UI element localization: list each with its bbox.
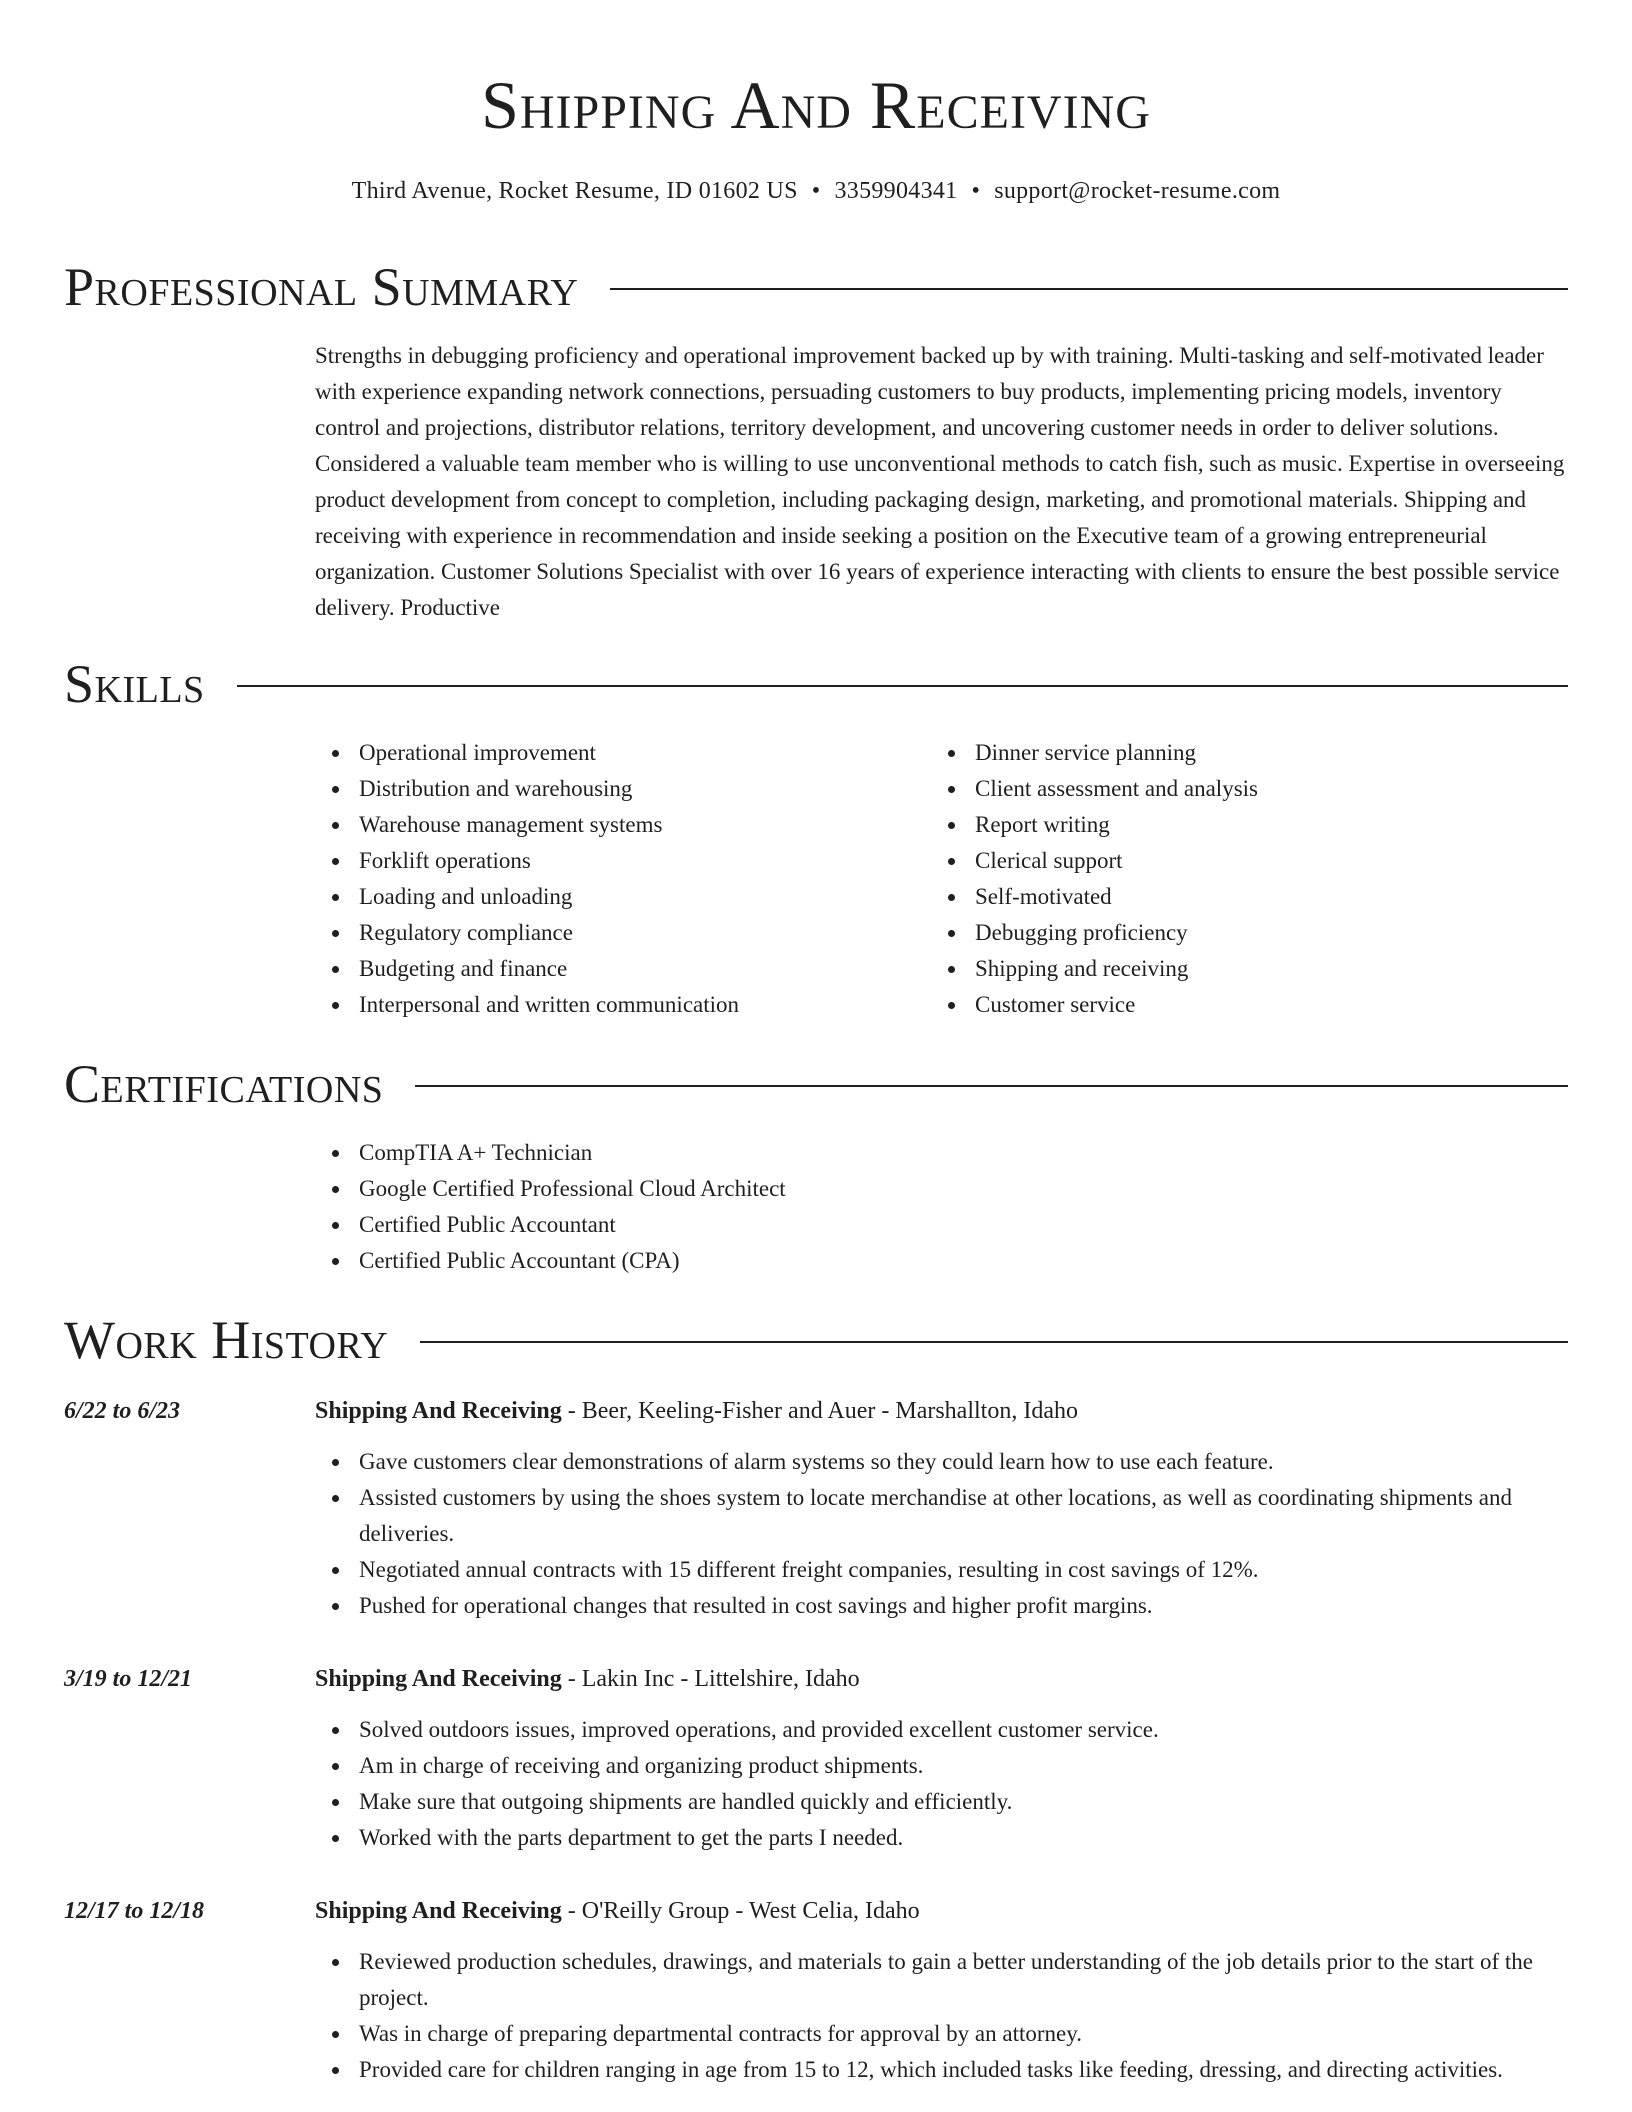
skills-heading: Skills: [64, 654, 205, 714]
job-bullet: Solved outdoors issues, improved operations, and provided excellent customer service.: [315, 1712, 1569, 1748]
job-bullet: Am in charge of receiving and organizing product shipments.: [315, 1748, 1569, 1784]
job-bullets: [315, 1944, 1569, 2088]
summary-heading: Professional Summary: [64, 257, 579, 317]
certification-item: Certified Public Accountant: [315, 1207, 1569, 1243]
skill-item: Dinner service planning: [931, 735, 1491, 771]
job-title: Shipping And Receiving: [315, 1898, 562, 1924]
certification-item: CompTIA A+ Technician: [315, 1135, 1569, 1171]
skill-item: Customer service: [931, 987, 1491, 1023]
contact-separator: •: [971, 178, 981, 204]
section-divider: [420, 1341, 1568, 1343]
contact-email: support@rocket-resume.com: [994, 178, 1281, 204]
skill-item: Warehouse management systems: [315, 807, 875, 843]
skill-item: Regulatory compliance: [315, 915, 875, 951]
job-bullets: [315, 1444, 1569, 1624]
skill-item: Debugging proficiency: [931, 915, 1491, 951]
job-bullets-block: [315, 1444, 1569, 1624]
skills-section-header: [64, 652, 1568, 716]
skill-item: Operational improvement: [315, 735, 875, 771]
skill-item: Forklift operations: [315, 843, 875, 879]
job-details: - Beer, Keeling-Fisher and Auer - Marshallton, Idaho: [561, 1398, 1078, 1424]
job-dates: 6/22 to 6/23: [64, 1398, 181, 1424]
job-heading: [315, 1893, 920, 1929]
job-dates: 12/17 to 12/18: [64, 1898, 205, 1924]
job-title: Shipping And Receiving: [315, 1398, 562, 1424]
contact-address: Third Avenue, Rocket Resume, ID 01602 US: [351, 178, 798, 204]
work-section-header: [64, 1308, 1568, 1372]
certifications-section-header: [64, 1052, 1568, 1116]
job-bullets-block: [315, 1944, 1569, 2088]
contact-line: [0, 174, 1632, 208]
job-details: - O'Reilly Group - West Celia, Idaho: [561, 1898, 920, 1924]
job-title: Shipping And Receiving: [315, 1666, 562, 1692]
skill-item: Budgeting and finance: [315, 951, 875, 987]
job-heading: [315, 1393, 1078, 1429]
work-heading: Work History: [64, 1310, 389, 1370]
skill-item: Clerical support: [931, 843, 1491, 879]
section-divider: [237, 685, 1568, 687]
resume-title: Shipping And Receiving: [481, 67, 1151, 143]
skills-left-column: [315, 735, 875, 1023]
certification-item: Certified Public Accountant (CPA): [315, 1243, 1569, 1279]
skill-item: Self-motivated: [931, 879, 1491, 915]
contact-phone: 3359904341: [834, 178, 958, 204]
certifications-list: [315, 1135, 1569, 1279]
contact-separator: •: [811, 178, 821, 204]
job-heading: [315, 1661, 860, 1697]
job-bullet: Negotiated annual contracts with 15 different freight companies, resulting in cost savings of 12%.: [315, 1552, 1569, 1588]
skills-right-list: [931, 735, 1491, 1023]
skill-item: Shipping and receiving: [931, 951, 1491, 987]
skill-item: Loading and unloading: [315, 879, 875, 915]
skill-item: Client assessment and analysis: [931, 771, 1491, 807]
skill-item: Interpersonal and written communication: [315, 987, 875, 1023]
certification-item: Google Certified Professional Cloud Architect: [315, 1171, 1569, 1207]
job-bullet: Gave customers clear demonstrations of alarm systems so they could learn how to use each feature.: [315, 1444, 1569, 1480]
job-bullet: Worked with the parts department to get the parts I needed.: [315, 1820, 1569, 1856]
job-dates: 3/19 to 12/21: [64, 1666, 193, 1692]
skill-item: Distribution and warehousing: [315, 771, 875, 807]
job-bullets-block: [315, 1712, 1569, 1856]
summary-section-header: [64, 255, 1568, 319]
job-bullet: Make sure that outgoing shipments are handled quickly and efficiently.: [315, 1784, 1569, 1820]
job-bullets: [315, 1712, 1569, 1856]
job-bullet: Provided care for children ranging in age from 15 to 12, which included tasks like feeding, dressing, and directing activities.: [315, 2052, 1569, 2088]
certifications-block: [315, 1135, 1569, 1279]
skills-right-column: [931, 735, 1491, 1023]
job-bullet: Pushed for operational changes that resulted in cost savings and higher profit margins.: [315, 1588, 1569, 1624]
job-bullet: Reviewed production schedules, drawings, and materials to gain a better understanding of the job details prior to the start of the project.: [315, 1944, 1569, 2016]
section-divider: [415, 1085, 1568, 1087]
job-bullet: Was in charge of preparing departmental contracts for approval by an attorney.: [315, 2016, 1569, 2052]
summary-text: Strengths in debugging proficiency and operational improvement backed up by with training. Multi-tasking and self-motivated leader with experience expanding network connections, persuading customers to buy products, implementing pricing models, inventory control and projections, distributor relations, territory development, and uncovering customer needs in order to deliver solutions. Considered a valuable team member who is willing to use unconventional methods to catch fish, such as music. Expertise in overseeing product development from concept to completion, including packaging design, marketing, and promotional materials. Shipping and receiving with experience in recommendation and inside seeking a position on the Executive team of a growing entrepreneurial organization. Customer Solutions Specialist with over 16 years of experience interacting with clients to ensure the best possible service delivery. Productive: [315, 343, 1565, 620]
job-details: - Lakin Inc - Littelshire, Idaho: [561, 1666, 860, 1692]
certifications-heading: Certifications: [64, 1054, 384, 1114]
job-bullet: Assisted customers by using the shoes system to locate merchandise at other locations, as well as coordinating shipments and deliveries.: [315, 1480, 1569, 1552]
section-divider: [610, 288, 1568, 290]
skills-left-list: [315, 735, 875, 1023]
skill-item: Report writing: [931, 807, 1491, 843]
